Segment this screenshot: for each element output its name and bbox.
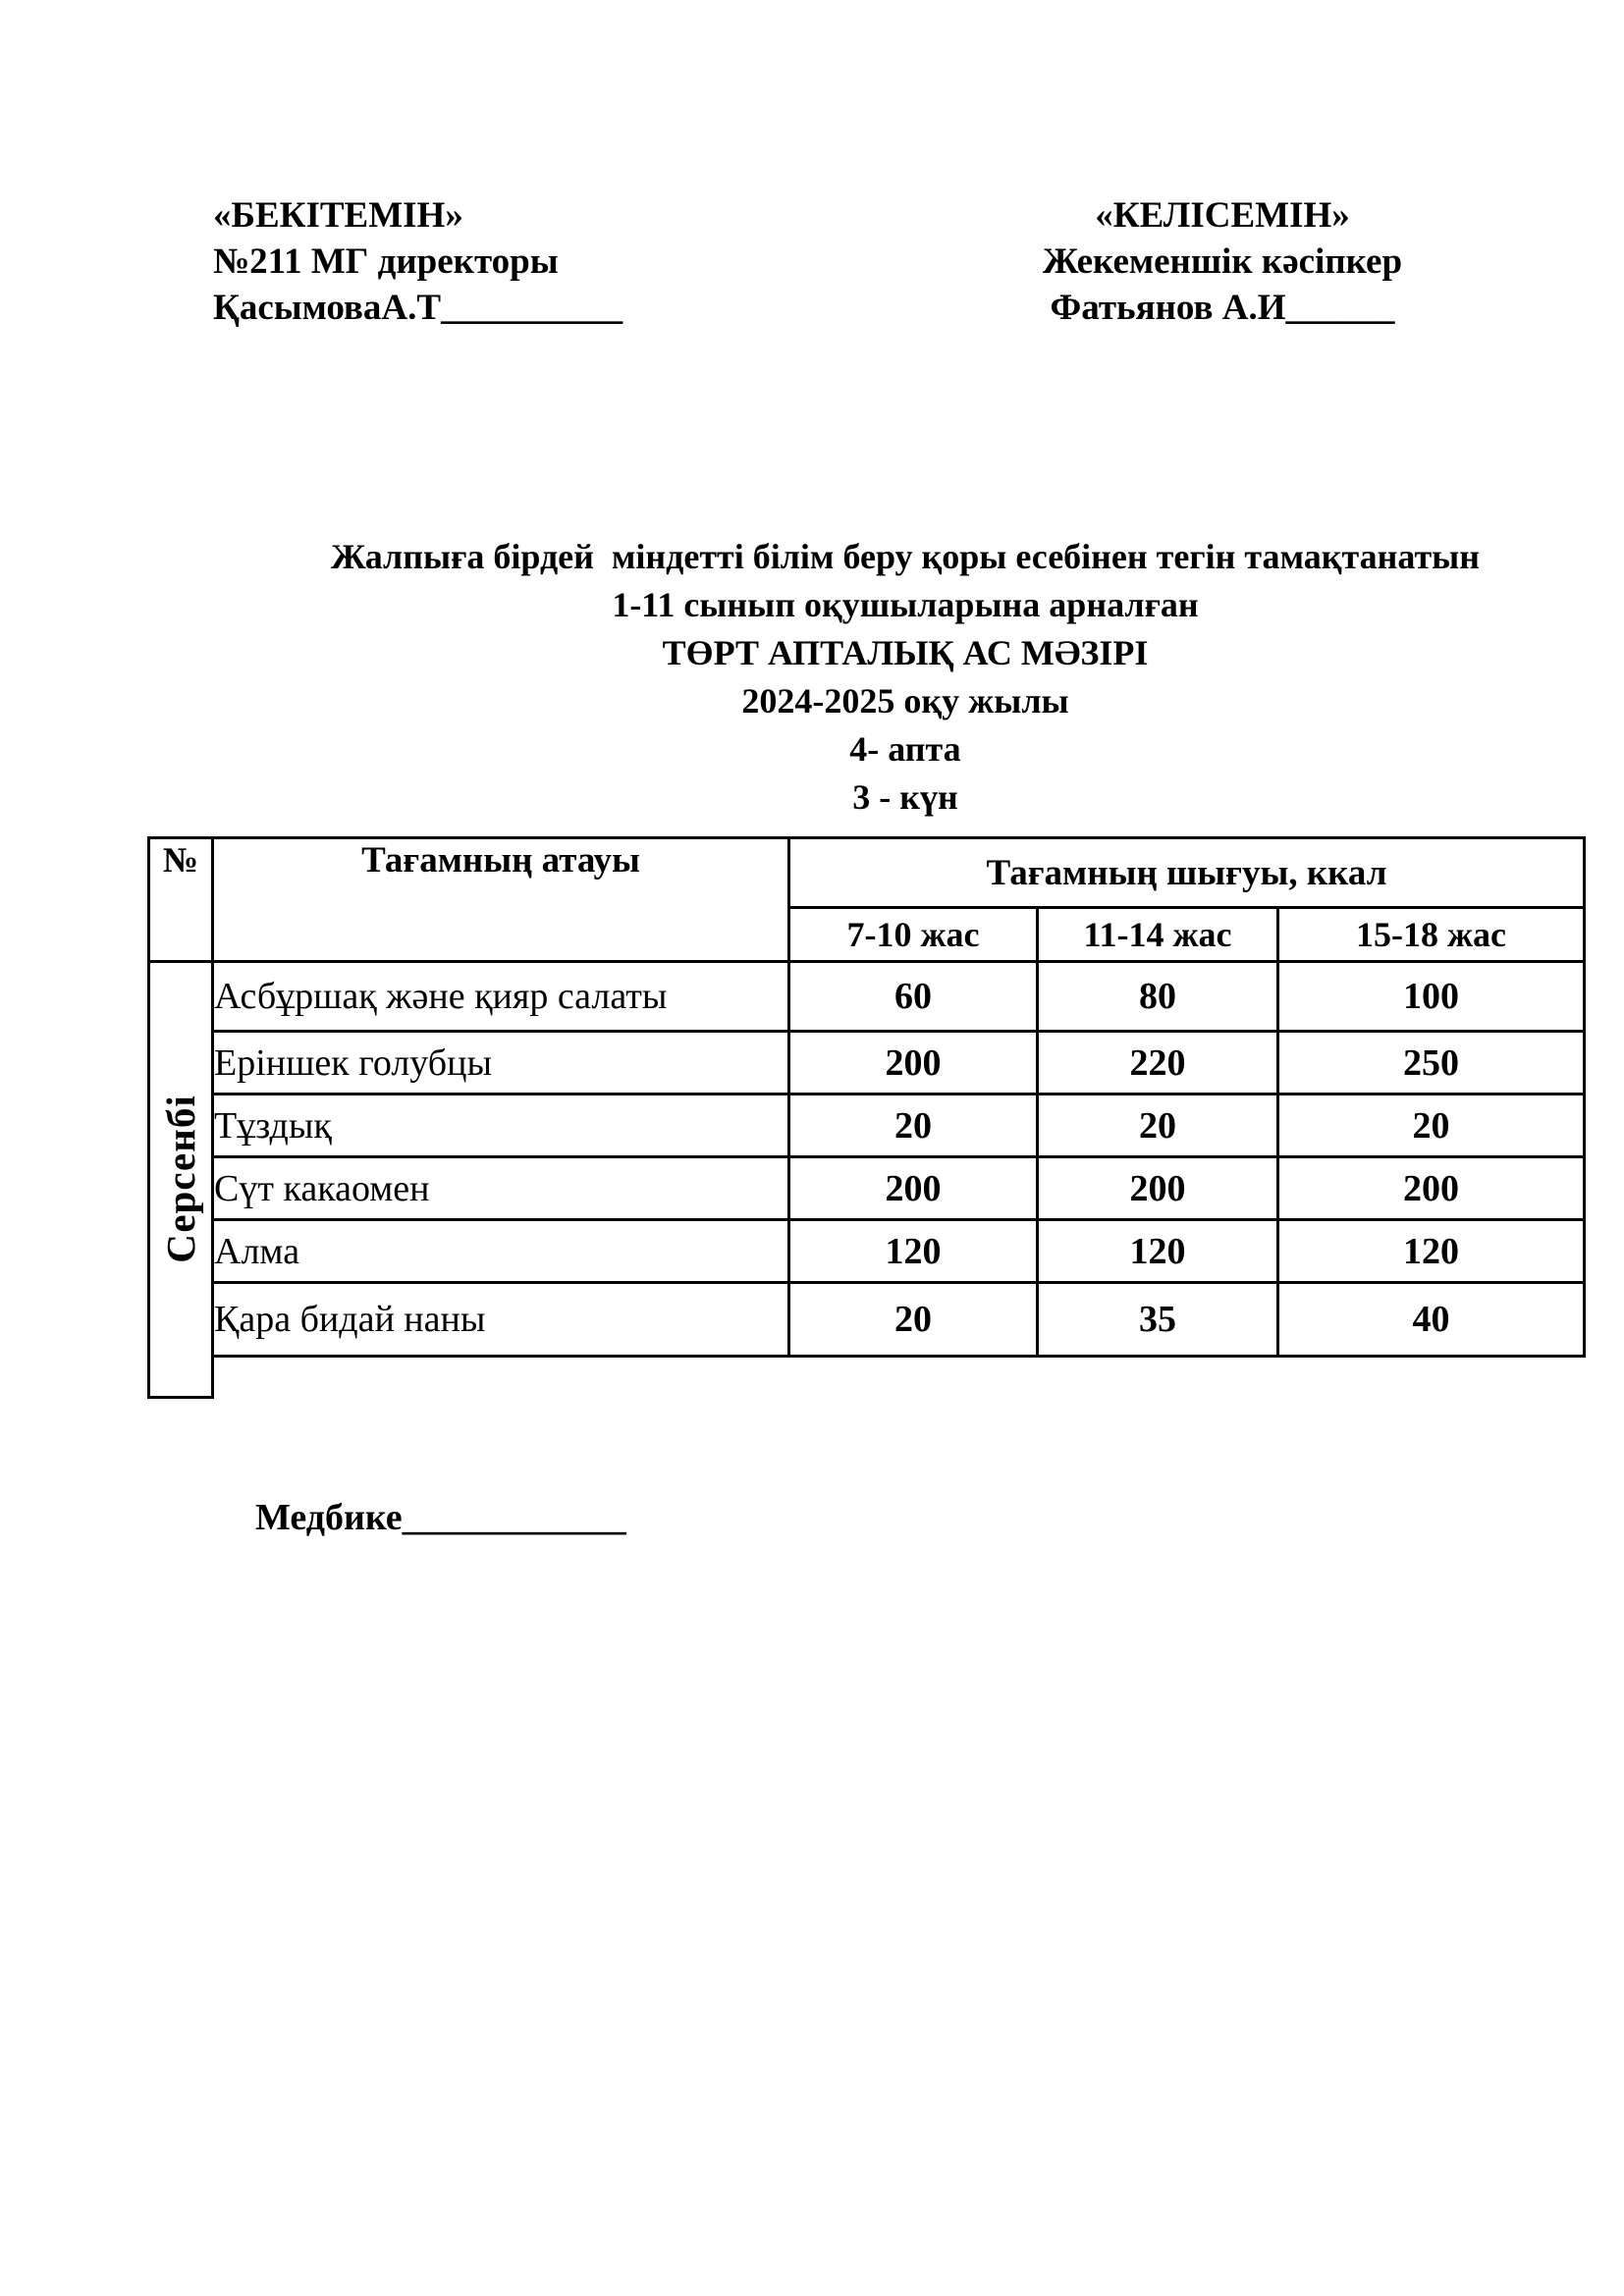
- kcal-value: 200: [789, 1032, 1038, 1095]
- table-row: [149, 962, 1585, 1032]
- approval-left-line-1: «БЕКІТЕМІН»: [213, 195, 463, 236]
- header-age-11-14: 11-14 жас: [1038, 908, 1278, 962]
- signature-line: Медбике____________: [255, 1497, 626, 1538]
- approval-right-line-2: Жекеменшік кәсіпкер: [1042, 241, 1403, 282]
- table-row: [149, 1220, 1585, 1283]
- kcal-value: 40: [1278, 1283, 1585, 1357]
- kcal-value: 20: [1038, 1095, 1278, 1157]
- kcal-value: 120: [1038, 1220, 1278, 1283]
- table-row: [149, 1157, 1585, 1220]
- table-footer-spacer: [213, 1357, 1585, 1398]
- dish-name: Еріншек голубцы: [213, 1032, 789, 1095]
- approval-right-line-3: Фатьянов А.И______: [1050, 288, 1395, 328]
- table-row: [149, 1095, 1585, 1157]
- dish-name: Тұздық: [213, 1095, 789, 1157]
- kcal-value: 120: [789, 1220, 1038, 1283]
- dish-name: Асбұршақ және қияр салаты: [213, 962, 789, 1032]
- kcal-value: 200: [789, 1157, 1038, 1220]
- dish-name: Алма: [213, 1220, 789, 1283]
- title-line-2: 1-11 сынып оқушыларына арналған: [612, 585, 1199, 624]
- header-dish-name: Тағамның атауы: [213, 838, 789, 962]
- approval-block-right: [1031, 192, 1414, 331]
- header-number: №: [149, 838, 213, 962]
- kcal-value: 200: [1278, 1157, 1585, 1220]
- kcal-value: 220: [1038, 1032, 1278, 1095]
- kcal-value: 20: [789, 1283, 1038, 1357]
- table-header-row: [149, 838, 1585, 908]
- menu-table: [147, 836, 1586, 1399]
- kcal-value: 20: [1278, 1095, 1585, 1157]
- day-label: Серсенбі: [158, 1095, 203, 1264]
- approval-block-left: [213, 192, 623, 331]
- title-line-1: Жалпыға бірдей міндетті білім беру қоры есебінен тегін тамақтанатын: [331, 537, 1480, 576]
- title-block: [187, 533, 1624, 822]
- table-row: [149, 1032, 1585, 1095]
- dish-name: Сүт какаомен: [213, 1157, 789, 1220]
- title-line-4: 2024-2025 оқу жылы: [741, 681, 1069, 721]
- header-output-kcal: Тағамның шығуы, ккал: [789, 838, 1585, 908]
- table-footer-spacer-row: [149, 1357, 1585, 1398]
- day-cell: [149, 962, 213, 1398]
- kcal-value: 20: [789, 1095, 1038, 1157]
- kcal-value: 250: [1278, 1032, 1585, 1095]
- approval-right-line-1: «КЕЛІСЕМІН»: [1095, 195, 1350, 236]
- dish-name: Қара бидай наны: [213, 1283, 789, 1357]
- approval-left-line-3: ҚасымоваА.Т__________: [213, 288, 623, 328]
- kcal-value: 200: [1038, 1157, 1278, 1220]
- table-row: [149, 1283, 1585, 1357]
- kcal-value: 60: [789, 962, 1038, 1032]
- title-line-6: 3 - күн: [852, 777, 958, 817]
- approval-left-line-2: №211 МГ директоры: [213, 241, 559, 282]
- header-age-7-10: 7-10 жас: [789, 908, 1038, 962]
- kcal-value: 120: [1278, 1220, 1585, 1283]
- kcal-value: 35: [1038, 1283, 1278, 1357]
- header-age-15-18: 15-18 жас: [1278, 908, 1585, 962]
- title-line-5: 4- апта: [849, 729, 961, 769]
- title-line-3: ТӨРТ АПТАЛЫҚ АС МӘЗІРІ: [662, 633, 1149, 672]
- kcal-value: 80: [1038, 962, 1278, 1032]
- kcal-value: 100: [1278, 962, 1585, 1032]
